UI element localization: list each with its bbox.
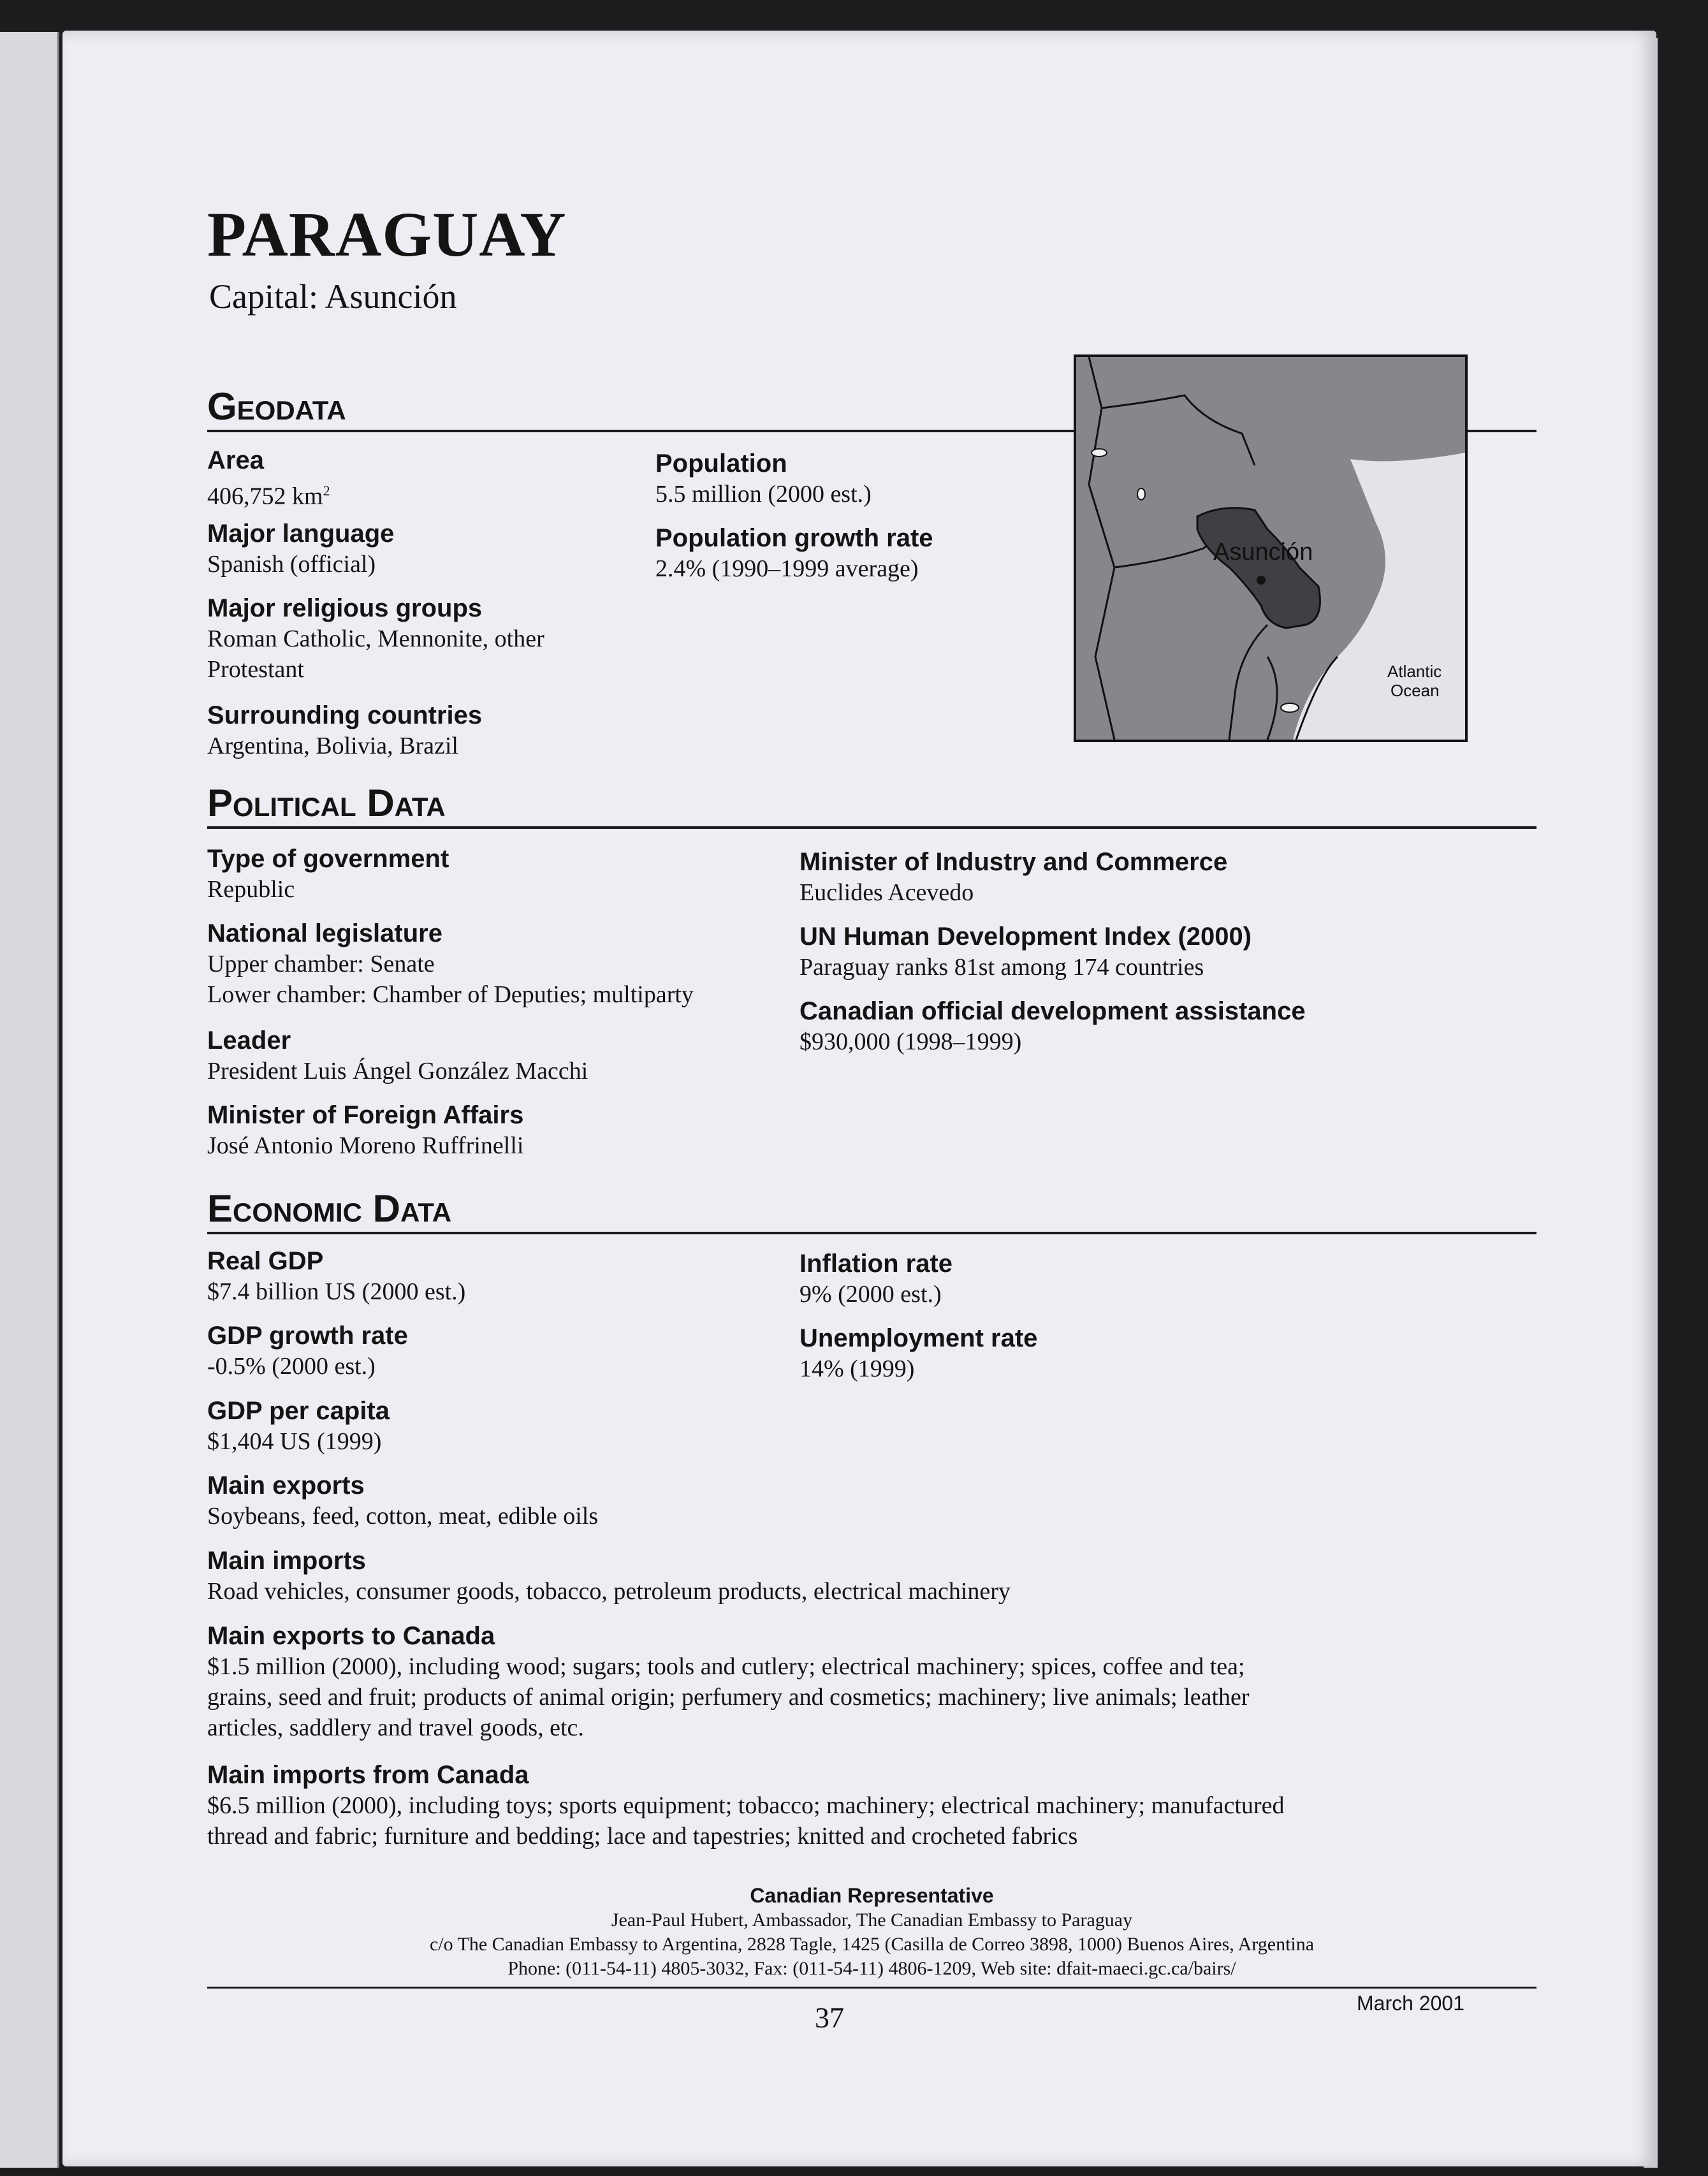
unemployment-label: Unemployment rate — [799, 1324, 1038, 1352]
gdp-capita-value: $1,404 US (1999) — [207, 1428, 382, 1455]
geodata-heading: Geodata — [207, 388, 1536, 432]
leader-value: President Luis Ángel González Macchi — [207, 1058, 588, 1084]
language-value: Spanish (official) — [207, 551, 376, 578]
leader-field — [207, 1025, 588, 1086]
oda-label: Canadian official development assistance — [799, 997, 1306, 1025]
population-growth-value: 2.4% (1990–1999 average) — [655, 555, 919, 582]
hdi-field — [799, 921, 1252, 982]
imports-canada-line-1: $6.5 million (2000), including toys; sports equipment; tobacco; machinery; electrical machinery; manufactured — [207, 1792, 1285, 1819]
oda-value: $930,000 (1998–1999) — [799, 1028, 1022, 1055]
religion-field — [207, 593, 544, 685]
representative-line-3: Phone: (011-54-11) 4805-3032, Fax: (011-54-11) 4806-1209, Web site: dfait-maeci.gc.ca/bairs/ — [507, 1958, 1236, 1979]
exports-value: Soybeans, feed, cotton, meat, edible oils — [207, 1503, 599, 1530]
foreign-minister-field — [207, 1100, 523, 1161]
unemployment-value: 14% (1999) — [799, 1355, 915, 1382]
surrounding-label: Surrounding countries — [207, 701, 483, 729]
canadian-representative — [207, 1883, 1536, 1981]
gdp-growth-value: -0.5% (2000 est.) — [207, 1353, 376, 1380]
unemployment-field — [799, 1323, 1037, 1384]
economic-heading: Economic Data — [207, 1190, 1536, 1234]
imports-label: Main imports — [207, 1547, 366, 1575]
gdp-label: Real GDP — [207, 1247, 324, 1275]
population-label: Population — [655, 449, 787, 478]
religion-value-1: Roman Catholic, Mennonite, other — [207, 625, 544, 652]
adjacent-page-edge — [0, 32, 59, 2168]
inflation-value: 9% (2000 est.) — [799, 1281, 942, 1308]
gdp-capita-field — [207, 1396, 390, 1457]
government-field — [207, 843, 449, 905]
imports-canada-line-2: thread and fabric; furniture and bedding; lace and tapestries; knitted and crocheted fabrics — [207, 1823, 1078, 1850]
representative-heading: Canadian Representative — [750, 1884, 994, 1907]
government-label: Type of government — [207, 845, 449, 873]
language-label: Major language — [207, 520, 395, 548]
area-field — [207, 445, 330, 512]
population-value: 5.5 million (2000 est.) — [655, 481, 872, 507]
hdi-label: UN Human Development Index (2000) — [799, 923, 1252, 951]
gdp-capita-label: GDP per capita — [207, 1397, 390, 1425]
inflation-field — [799, 1248, 953, 1310]
industry-minister-label: Minister of Industry and Commerce — [799, 848, 1228, 876]
exports-canada-line-1: $1.5 million (2000), including wood; sugars; tools and cutlery; electrical machinery; spices, coffee and tea; — [207, 1653, 1245, 1680]
religion-label: Major religious groups — [207, 594, 483, 622]
map-graphic — [1076, 357, 1465, 740]
gdp-growth-field — [207, 1320, 408, 1382]
political-heading: Political Data — [207, 784, 1536, 829]
hdi-value: Paraguay ranks 81st among 174 countries — [799, 954, 1204, 981]
area-label: Area — [207, 446, 264, 474]
industry-minister-value: Euclides Acevedo — [799, 879, 974, 906]
location-map — [1074, 354, 1468, 742]
exports-canada-line-2: grains, seed and fruit; products of animal origin; perfumery and cosmetics; machinery; live animals; leather — [207, 1684, 1250, 1711]
surrounding-value: Argentina, Bolivia, Brazil — [207, 733, 458, 759]
exports-canada-label: Main exports to Canada — [207, 1622, 495, 1650]
foreign-minister-label: Minister of Foreign Affairs — [207, 1101, 524, 1129]
country-title: PARAGUAY — [207, 199, 567, 270]
legislature-value-2: Lower chamber: Chamber of Deputies; multiparty — [207, 981, 694, 1008]
imports-canada-label: Main imports from Canada — [207, 1761, 529, 1789]
industry-minister-field — [799, 847, 1227, 908]
language-field — [207, 518, 394, 580]
gdp-field — [207, 1246, 465, 1307]
page-number: 37 — [815, 2001, 844, 2034]
religion-value-2: Protestant — [207, 656, 304, 683]
foreign-minister-value: José Antonio Moreno Ruffrinelli — [207, 1132, 524, 1159]
representative-line-1: Jean-Paul Hubert, Ambassador, The Canadian Embassy to Paraguay — [611, 1909, 1133, 1931]
surrounding-field — [207, 700, 482, 761]
oda-field — [799, 996, 1306, 1057]
exports-canada-line-3: articles, saddlery and travel goods, etc. — [207, 1714, 584, 1741]
exports-field — [207, 1470, 598, 1531]
imports-canada-field — [207, 1760, 1284, 1851]
gdp-growth-label: GDP growth rate — [207, 1322, 408, 1350]
imports-value: Road vehicles, consumer goods, tobacco, petroleum products, electrical machinery — [207, 1578, 1011, 1605]
legislature-label: National legislature — [207, 919, 442, 947]
population-growth-field — [655, 523, 933, 584]
gdp-value: $7.4 billion US (2000 est.) — [207, 1278, 466, 1305]
document-page — [62, 31, 1656, 2166]
representative-line-2: c/o The Canadian Embassy to Argentina, 2828 Tagle, 1425 (Casilla de Correo 3898, 1000) Buenos Aires, Argentina — [429, 1934, 1315, 1955]
leader-label: Leader — [207, 1026, 291, 1055]
imports-field — [207, 1545, 1011, 1607]
footer-rule — [207, 1987, 1536, 1989]
map-city-label: Asunción — [1213, 539, 1313, 566]
government-value: Republic — [207, 876, 295, 903]
exports-label: Main exports — [207, 1471, 365, 1500]
exports-canada-field — [207, 1621, 1250, 1743]
legislature-value-1: Upper chamber: Senate — [207, 951, 435, 977]
population-growth-label: Population growth rate — [655, 524, 933, 552]
publication-date: March 2001 — [1357, 1992, 1464, 2015]
capital-line: Capital: Asunción — [209, 277, 457, 316]
map-ocean-label-1: Atlantic — [1387, 662, 1442, 681]
map-ocean-label-2: Ocean — [1390, 681, 1440, 700]
area-value: 406,752 $km^2$ — [207, 483, 330, 510]
legislature-field — [207, 918, 694, 1010]
population-field — [655, 448, 872, 509]
inflation-label: Inflation rate — [799, 1250, 953, 1278]
